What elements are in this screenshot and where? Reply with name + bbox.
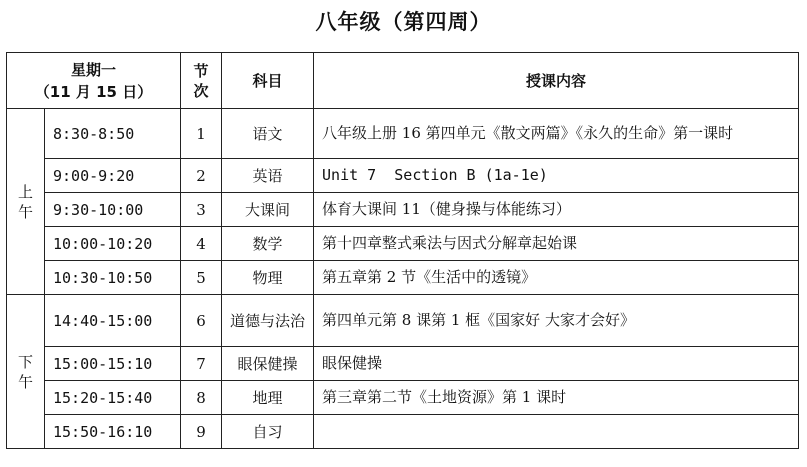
period-header: 节次	[181, 53, 222, 109]
table-row	[7, 295, 799, 347]
subject-cell: 语文	[222, 109, 314, 159]
content-cell: 第四单元第 8 课第 1 框《国家好 大家才会好》	[314, 295, 799, 347]
subject-cell: 地理	[222, 381, 314, 415]
period-number: 9	[181, 415, 222, 449]
time-cell: 9:30-10:00	[45, 193, 181, 227]
schedule-table	[6, 52, 799, 449]
table-row	[7, 347, 799, 381]
period-number: 7	[181, 347, 222, 381]
page-title: 八年级（第四周）	[315, 10, 492, 34]
content-header: 授课内容	[314, 53, 799, 109]
content-cell: 眼保健操	[314, 347, 799, 381]
time-cell: 14:40-15:00	[45, 295, 181, 347]
time-cell: 10:00-10:20	[45, 227, 181, 261]
period-number: 8	[181, 381, 222, 415]
period-number: 4	[181, 227, 222, 261]
content-cell: 体育大课间 11（健身操与体能练习）	[314, 193, 799, 227]
morning-label: 上午	[7, 109, 45, 295]
content-cell: Unit 7 Section B (1a-1e)	[314, 159, 799, 193]
time-cell: 15:00-15:10	[45, 347, 181, 381]
time-cell: 9:00-9:20	[45, 159, 181, 193]
period-number: 5	[181, 261, 222, 295]
content-cell: 第十四章整式乘法与因式分解章起始课	[314, 227, 799, 261]
subject-cell: 数学	[222, 227, 314, 261]
time-cell: 15:50-16:10	[45, 415, 181, 449]
table-row	[7, 159, 799, 193]
period-number: 2	[181, 159, 222, 193]
date-label: （11 月 15 日）	[34, 82, 153, 101]
period-number: 1	[181, 109, 222, 159]
header-row	[7, 53, 799, 109]
table-row	[7, 261, 799, 295]
period-number: 6	[181, 295, 222, 347]
period-number: 3	[181, 193, 222, 227]
subject-cell: 物理	[222, 261, 314, 295]
afternoon-label: 下午	[7, 295, 45, 449]
table-row	[7, 227, 799, 261]
table-row	[7, 415, 799, 449]
content-cell: 第三章第二节《土地资源》第 1 课时	[314, 381, 799, 415]
day-label: 星期一	[71, 60, 117, 79]
day-header	[7, 53, 181, 109]
content-cell: 八年级上册 16 第四单元《散文两篇》《永久的生命》第一课时	[314, 109, 799, 159]
subject-header: 科目	[222, 53, 314, 109]
table-row	[7, 381, 799, 415]
table-row	[7, 193, 799, 227]
content-cell: 第五章第 2 节《生活中的透镜》	[314, 261, 799, 295]
time-cell: 8:30-8:50	[45, 109, 181, 159]
content-cell	[314, 415, 799, 449]
subject-cell: 眼保健操	[222, 347, 314, 381]
subject-cell: 英语	[222, 159, 314, 193]
subject-cell: 道德与法治	[222, 295, 314, 347]
subject-cell: 自习	[222, 415, 314, 449]
time-cell: 15:20-15:40	[45, 381, 181, 415]
time-cell: 10:30-10:50	[45, 261, 181, 295]
subject-cell: 大课间	[222, 193, 314, 227]
table-row	[7, 109, 799, 159]
